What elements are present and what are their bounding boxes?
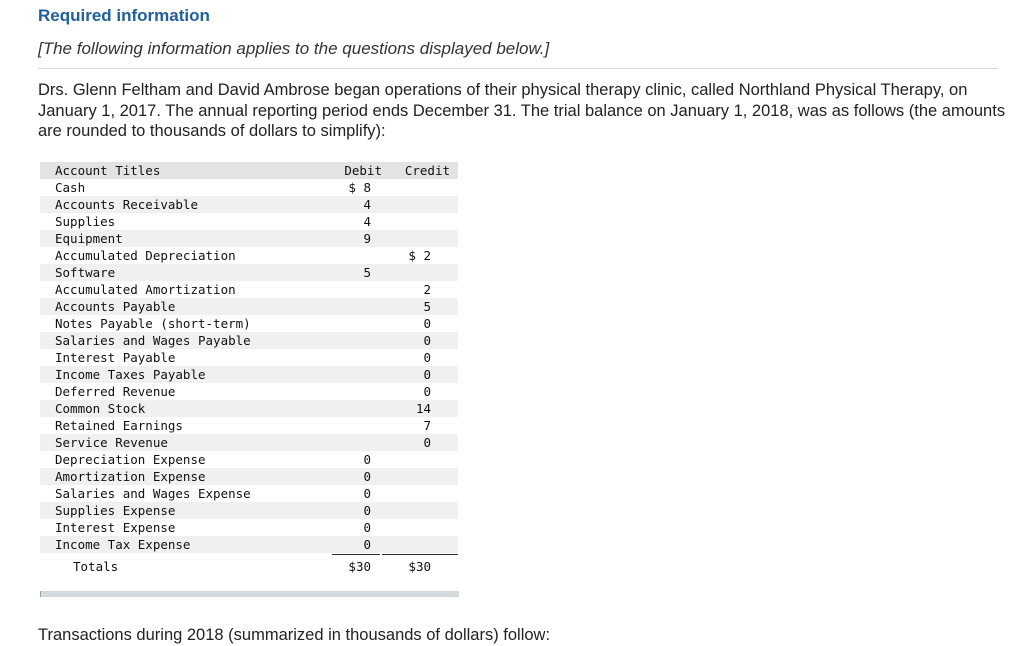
table-row	[40, 264, 458, 281]
credit-amount: 0	[423, 350, 431, 365]
account-title: Software	[55, 265, 116, 280]
table-row	[40, 536, 458, 553]
transactions-intro: Transactions during 2018 (summarized in thousands of dollars) follow:	[38, 626, 551, 644]
table-row	[40, 281, 458, 298]
account-title: Service Revenue	[55, 435, 168, 450]
table-row	[40, 519, 458, 536]
table-row	[40, 383, 458, 400]
table-row	[40, 315, 458, 332]
account-title: Income Tax Expense	[55, 537, 191, 552]
section-divider	[38, 68, 998, 69]
debit-amount: 0	[363, 503, 371, 518]
debit-amount: 0	[363, 486, 371, 501]
account-title: Supplies Expense	[55, 503, 176, 518]
credit-amount: 0	[423, 333, 431, 348]
account-title: Amortization Expense	[55, 469, 206, 484]
debit-amount: $ 8	[348, 180, 371, 195]
account-titles-header: Account Titles	[55, 163, 161, 178]
table-row	[40, 247, 458, 264]
debit-amount: 0	[363, 469, 371, 484]
credit-amount: 0	[423, 435, 431, 450]
account-title: Accounts Payable	[55, 299, 176, 314]
totals-row	[40, 553, 458, 581]
table-row	[40, 434, 458, 451]
problem-paragraph: Drs. Glenn Feltham and David Ambrose began operations of their physical therapy clinic, called Northland Physical Therapy, on January 1, 2017. The annual reporting period ends December 31. The trial balance on January 1, 2018, was as follows (the amounts are rounded to thousands of dollars to simplify):	[38, 81, 1006, 140]
debit-amount: 4	[363, 197, 371, 212]
account-title: Retained Earnings	[55, 418, 183, 433]
debit-header: Debit	[344, 163, 382, 178]
debit-amount: 0	[363, 452, 371, 467]
account-title: Deferred Revenue	[55, 384, 176, 399]
totals-credit: $30	[408, 559, 431, 574]
trial-balance-table	[40, 162, 458, 581]
credit-amount: 0	[423, 367, 431, 382]
account-title: Equipment	[55, 231, 123, 246]
account-title: Supplies	[55, 214, 116, 229]
debit-total-rule	[332, 554, 380, 555]
table-row	[40, 366, 458, 383]
credit-header: Credit	[404, 163, 450, 178]
table-row	[40, 400, 458, 417]
table-scroll-bar	[40, 591, 459, 597]
account-title: Salaries and Wages Payable	[55, 333, 251, 348]
account-title: Accounts Receivable	[55, 197, 198, 212]
table-row	[40, 179, 458, 196]
table-row	[40, 332, 458, 349]
debit-amount: 0	[363, 520, 371, 535]
account-title: Interest Expense	[55, 520, 176, 535]
table-header-row	[40, 162, 458, 179]
table-row	[40, 502, 458, 519]
account-title: Notes Payable (short-term)	[55, 316, 251, 331]
required-information-heading: Required information	[38, 6, 210, 25]
table-row	[40, 298, 458, 315]
credit-amount: 0	[423, 316, 431, 331]
debit-amount: 9	[363, 231, 371, 246]
credit-amount: $ 2	[408, 248, 431, 263]
totals-label: Totals	[73, 559, 119, 574]
debit-amount: 5	[363, 265, 371, 280]
table-row	[40, 196, 458, 213]
account-title: Depreciation Expense	[55, 452, 206, 467]
totals-debit: $30	[348, 559, 371, 574]
account-title: Cash	[55, 180, 86, 195]
account-title: Accumulated Depreciation	[55, 248, 236, 263]
account-title: Accumulated Amortization	[55, 282, 236, 297]
table-row	[40, 213, 458, 230]
credit-amount: 2	[423, 282, 431, 297]
table-row	[40, 468, 458, 485]
account-title: Common Stock	[55, 401, 146, 416]
table-row	[40, 451, 458, 468]
table-body	[40, 179, 458, 553]
debit-amount: 0	[363, 537, 371, 552]
table-row	[40, 230, 458, 247]
credit-amount: 5	[423, 299, 431, 314]
applies-note: [The following information applies to the questions displayed below.]	[38, 39, 550, 58]
credit-amount: 0	[423, 384, 431, 399]
account-title: Income Taxes Payable	[55, 367, 206, 382]
table-row	[40, 349, 458, 366]
credit-amount: 14	[415, 401, 431, 416]
account-title: Interest Payable	[55, 350, 176, 365]
credit-total-rule	[382, 554, 458, 555]
debit-amount: 4	[363, 214, 371, 229]
account-title: Salaries and Wages Expense	[55, 486, 251, 501]
credit-amount: 7	[423, 418, 431, 433]
table-row	[40, 417, 458, 434]
table-row	[40, 485, 458, 502]
